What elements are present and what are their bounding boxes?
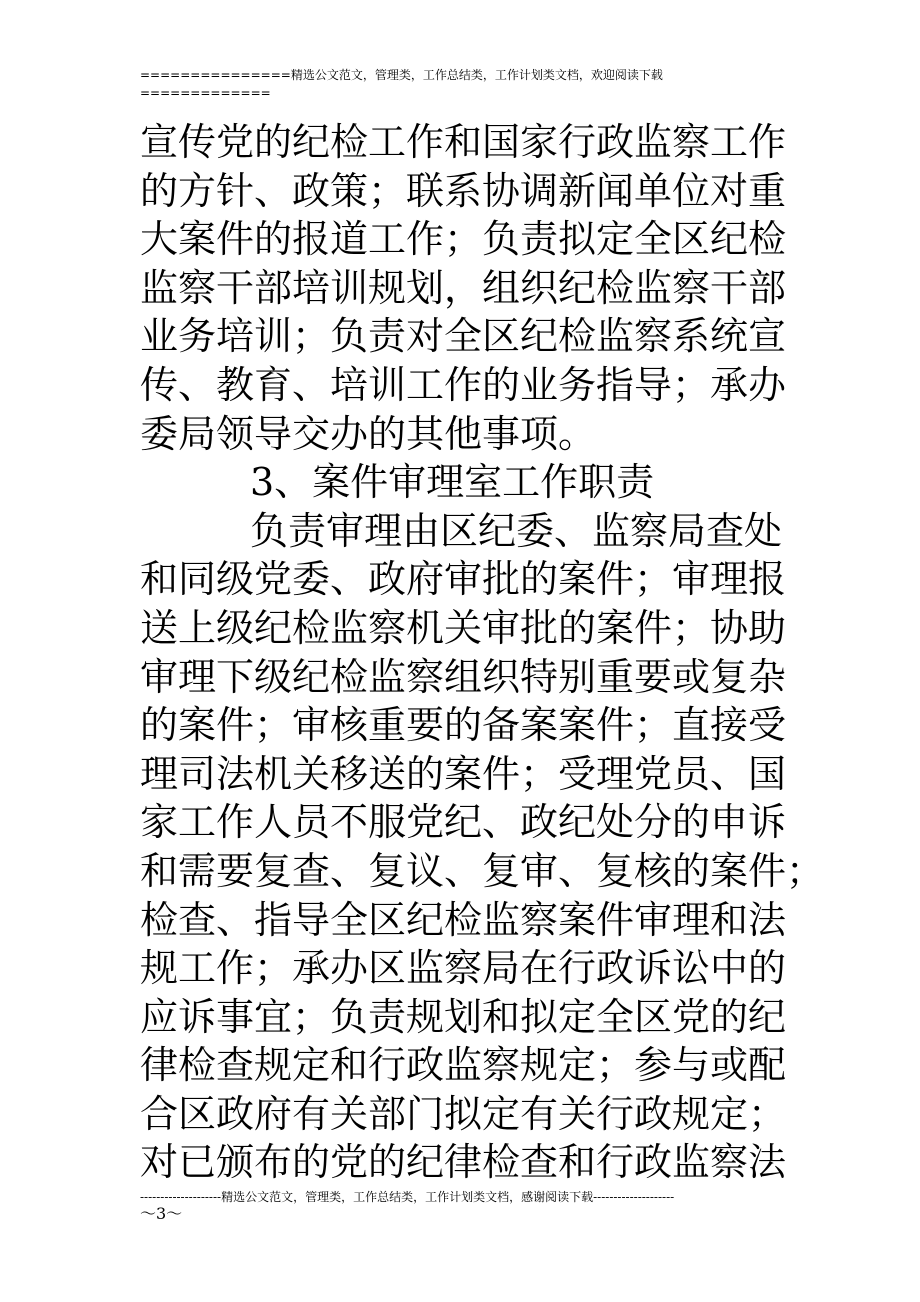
page-header <box>140 68 663 82</box>
body-line: 检查、指导全区纪检监察案件审理和法 <box>140 897 787 942</box>
body-line: 宣传党的纪检工作和国家行政监察工作 <box>140 120 787 164</box>
page-number: ～3～ <box>140 1204 183 1223</box>
body-line: 委局领导交办的其他事项。 <box>140 411 597 456</box>
paragraph-first-line: 负责审理由区纪委、监察局查处 <box>250 508 783 553</box>
body-line: 家工作人员不服党纪、政纪处分的申诉 <box>140 800 787 845</box>
body-line: 大案件的报道工作；负责拟定全区纪检 <box>140 217 787 262</box>
body-line: 送上级纪检监察机关审批的案件；协助 <box>140 605 787 650</box>
body-line: 和需要复查、复议、复审、复核的案件； <box>140 848 825 893</box>
section-heading: 3、案件审理室工作职责 <box>250 460 655 505</box>
body-line: 监察干部培训规划，组织纪检监察干部 <box>140 265 787 310</box>
header-text: ===============精选公文范文，管理类，工作总结类，工作计划类文档，欢迎阅读下载 <box>140 68 663 82</box>
body-line: 律检查规定和行政监察规定；参与或配 <box>140 1043 787 1088</box>
document-body <box>140 118 825 1187</box>
body-line: 业务培训；负责对全区纪检监察系统宣 <box>140 314 787 359</box>
body-line: 和同级党委、政府审批的案件；审理报 <box>140 557 787 602</box>
body-line: 的案件；审核重要的备案案件；直接受 <box>140 703 787 748</box>
body-line: 应诉事宜；负责规划和拟定全区党的纪 <box>140 994 787 1039</box>
body-line: 传、教育、培训工作的业务指导；承办 <box>140 362 787 407</box>
body-line: 的方针、政策；联系协调新闻单位对重 <box>140 168 787 213</box>
body-line: 合区政府有关部门拟定有关行政规定； <box>140 1091 787 1136</box>
body-line: 审理下级纪检监察组织特别重要或复杂 <box>140 654 787 699</box>
body-line: 对已颁布的党的纪律检查和行政监察法 <box>140 1140 787 1185</box>
page-footer <box>140 1190 674 1204</box>
body-line: 理司法机关移送的案件；受理党员、国 <box>140 751 787 796</box>
header-text-2: ============= <box>140 86 271 100</box>
footer-text: --------------------精选公文范文，管理类，工作总结类，工作计划类文档，感谢阅读下载-------------------- <box>140 1190 675 1204</box>
page-header-continuation <box>140 86 271 100</box>
body-line: 规工作；承办区监察局在行政诉讼中的 <box>140 946 787 991</box>
